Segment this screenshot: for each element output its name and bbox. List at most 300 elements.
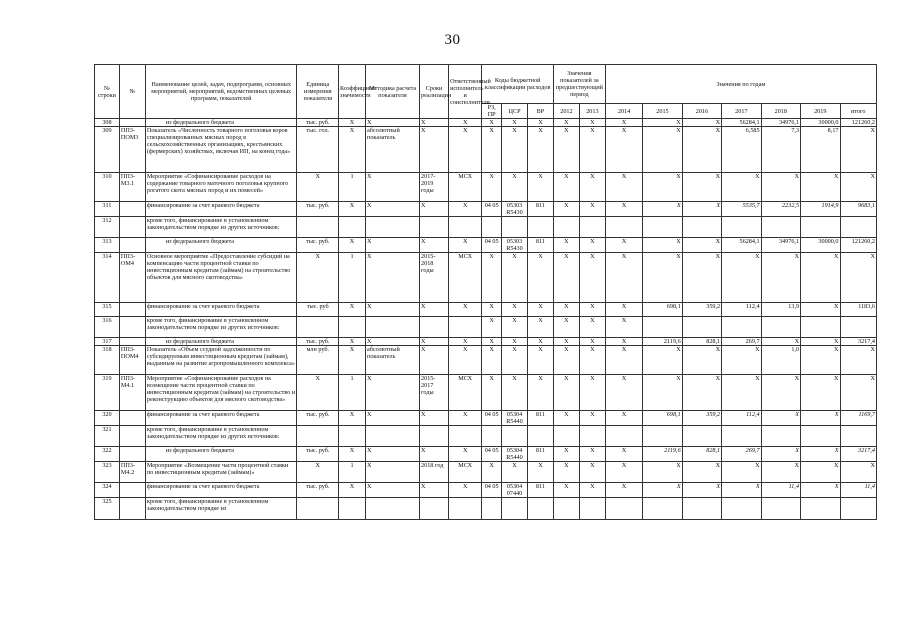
row-2019: 30000,0 xyxy=(801,238,840,253)
row-vr: Х xyxy=(527,173,553,202)
row-csr: 05304 R5440 xyxy=(502,447,528,462)
row-coef: 1 xyxy=(339,173,366,202)
row-number: 316 xyxy=(95,317,120,338)
row-rz xyxy=(482,426,502,447)
row-total: 121260,2 xyxy=(840,119,877,127)
row-coef: Х xyxy=(339,346,366,375)
row-unit: тыс. руб. xyxy=(297,202,339,217)
row-number: 308 xyxy=(95,119,120,127)
row-csr: 05304 R5440 xyxy=(502,411,528,426)
table-row xyxy=(95,462,877,483)
row-responsible: Х xyxy=(449,483,482,498)
row-unit xyxy=(297,217,339,238)
row-vr xyxy=(527,426,553,447)
row-2016: Х xyxy=(682,238,721,253)
row-unit: тыс. руб. xyxy=(297,483,339,498)
header-2019: 2019 xyxy=(801,104,840,119)
row-csr: Х xyxy=(502,253,528,303)
row-terms xyxy=(420,426,449,447)
row-terms: Х xyxy=(420,483,449,498)
row-vr: 811 xyxy=(527,411,553,426)
row-rz: Х xyxy=(482,338,502,346)
header-budget-codes: Коды бюджетной классификации расходов xyxy=(482,65,554,104)
row-method: абсолютный показатель xyxy=(366,127,420,173)
row-csr: Х xyxy=(502,375,528,411)
row-method: Х xyxy=(366,238,420,253)
row-code: ПП3-М4.1 xyxy=(119,375,145,411)
row-2014: Х xyxy=(605,119,642,127)
row-2015: Х xyxy=(643,483,682,498)
row-vr: Х xyxy=(527,462,553,483)
page-number: 30 xyxy=(444,32,461,48)
row-terms: Х xyxy=(420,411,449,426)
row-rz: Х xyxy=(482,253,502,303)
row-number: 317 xyxy=(95,338,120,346)
row-vr xyxy=(527,498,553,520)
row-responsible: Х xyxy=(449,346,482,375)
row-total: Х xyxy=(840,253,877,303)
header-method: Методика расчета показателя xyxy=(366,65,420,119)
row-rz: Х xyxy=(482,127,502,173)
row-total xyxy=(840,217,877,238)
row-2019: Х xyxy=(801,483,840,498)
row-terms: Х xyxy=(420,303,449,317)
program-table xyxy=(94,64,877,520)
row-name: из федерального бюджета xyxy=(145,447,297,462)
row-2019 xyxy=(801,217,840,238)
row-coef: Х xyxy=(339,238,366,253)
row-terms: Х xyxy=(420,202,449,217)
row-rz: 04 05 xyxy=(482,238,502,253)
row-name: из федерального бюджета xyxy=(145,119,297,127)
table-row xyxy=(95,426,877,447)
row-method xyxy=(366,498,420,520)
row-csr: Х xyxy=(502,317,528,338)
row-2016: Х xyxy=(682,346,721,375)
row-vr: Х xyxy=(527,317,553,338)
row-2017: 269,7 xyxy=(722,447,761,462)
row-2019 xyxy=(801,426,840,447)
row-vr: 811 xyxy=(527,202,553,217)
row-2015: Х xyxy=(643,202,682,217)
row-coef xyxy=(339,217,366,238)
row-responsible: Х xyxy=(449,119,482,127)
table-row xyxy=(95,346,877,375)
row-2016 xyxy=(682,426,721,447)
table-row xyxy=(95,447,877,462)
row-2012: Х xyxy=(553,462,579,483)
row-unit: Х xyxy=(297,462,339,483)
row-2012 xyxy=(553,217,579,238)
row-2013 xyxy=(579,498,605,520)
row-2013: Х xyxy=(579,462,605,483)
row-coef: 1 xyxy=(339,375,366,411)
row-2015 xyxy=(643,217,682,238)
row-vr: Х xyxy=(527,119,553,127)
row-2017: 6,585 xyxy=(722,127,761,173)
header-2018: 2018 xyxy=(761,104,800,119)
row-responsible: Х xyxy=(449,303,482,317)
row-2014 xyxy=(605,498,642,520)
row-2017: Х xyxy=(722,173,761,202)
header-total: итого xyxy=(840,104,877,119)
row-unit xyxy=(297,317,339,338)
row-2017 xyxy=(722,498,761,520)
row-csr: Х xyxy=(502,462,528,483)
row-responsible: Х xyxy=(449,202,482,217)
row-unit: тыс. руб. xyxy=(297,238,339,253)
table-row xyxy=(95,338,877,346)
table-row xyxy=(95,173,877,202)
row-name: из федерального бюджета xyxy=(145,338,297,346)
row-2013: Х xyxy=(579,127,605,173)
row-unit xyxy=(297,498,339,520)
row-code xyxy=(119,238,145,253)
row-2015 xyxy=(643,317,682,338)
row-name: Мероприятие «Софинансирование расходов на содержание товарного маточного поголовья крупного рогатого скота мясных пород и их помесей» xyxy=(145,173,297,202)
row-vr: 811 xyxy=(527,238,553,253)
row-vr: Х xyxy=(527,346,553,375)
header-years-values: Значения по годам xyxy=(605,65,876,104)
row-2016 xyxy=(682,317,721,338)
row-csr: Х xyxy=(502,127,528,173)
row-2012: Х xyxy=(553,375,579,411)
row-total: Х xyxy=(840,173,877,202)
row-2017: Х xyxy=(722,346,761,375)
row-coef: 1 xyxy=(339,253,366,303)
row-2018 xyxy=(761,426,800,447)
row-2013: Х xyxy=(579,447,605,462)
row-2018: 13,9 xyxy=(761,303,800,317)
row-2013: Х xyxy=(579,238,605,253)
row-csr xyxy=(502,498,528,520)
row-code: ПП3-М3.1 xyxy=(119,173,145,202)
row-coef xyxy=(339,426,366,447)
row-rz: 04 05 xyxy=(482,411,502,426)
header-name: Наименование целей, задач, подпрограмм, основных мероприятий, мероприятий, ведомственных целевых программ, показателей xyxy=(145,65,297,119)
row-responsible: МСХ xyxy=(449,253,482,303)
row-coef: 1 xyxy=(339,462,366,483)
row-method: Х xyxy=(366,253,420,303)
row-2018: 7,3 xyxy=(761,127,800,173)
row-terms: Х xyxy=(420,127,449,173)
header-csr: ЦСР xyxy=(502,104,528,119)
row-unit: тыс. руб. xyxy=(297,119,339,127)
row-2014: Х xyxy=(605,411,642,426)
row-rz xyxy=(482,217,502,238)
row-coef xyxy=(339,317,366,338)
row-coef xyxy=(339,498,366,520)
row-number: 321 xyxy=(95,426,120,447)
row-number: 320 xyxy=(95,411,120,426)
row-method: Х xyxy=(366,119,420,127)
row-method xyxy=(366,317,420,338)
row-number: 312 xyxy=(95,217,120,238)
row-name: Основное мероприятие «Предоставление субсидий на компенсацию части процентной ставки по инвестиционным кредитам (займам) на строительство объектов для мясного скотоводства» xyxy=(145,253,297,303)
row-terms xyxy=(420,317,449,338)
row-rz: 04 05 xyxy=(482,483,502,498)
row-2012: Х xyxy=(553,411,579,426)
row-2014 xyxy=(605,426,642,447)
row-coef: Х xyxy=(339,127,366,173)
row-code xyxy=(119,483,145,498)
row-unit: тыс. руб. xyxy=(297,338,339,346)
row-2012: Х xyxy=(553,338,579,346)
row-2012: Х xyxy=(553,346,579,375)
row-responsible: Х xyxy=(449,238,482,253)
row-2019: Х xyxy=(801,173,840,202)
row-2016: 828,1 xyxy=(682,447,721,462)
row-number: 315 xyxy=(95,303,120,317)
row-2013: Х xyxy=(579,375,605,411)
row-2015: Х xyxy=(643,119,682,127)
row-2013: Х xyxy=(579,303,605,317)
header-unit: Единица измерения показателя xyxy=(297,65,339,119)
row-rz: Х xyxy=(482,303,502,317)
row-2018: Х xyxy=(761,338,800,346)
row-code xyxy=(119,447,145,462)
row-2017: Х xyxy=(722,483,761,498)
row-2012: Х xyxy=(553,173,579,202)
row-csr: Х xyxy=(502,173,528,202)
header-terms: Сроки реализации xyxy=(420,65,449,119)
row-vr: Х xyxy=(527,303,553,317)
row-vr: 811 xyxy=(527,483,553,498)
header-2012: 2012 xyxy=(553,104,579,119)
row-2012: Х xyxy=(553,303,579,317)
row-rz: Х xyxy=(482,346,502,375)
row-code xyxy=(119,317,145,338)
row-2015: Х xyxy=(643,253,682,303)
row-2014: Х xyxy=(605,346,642,375)
row-coef: Х xyxy=(339,303,366,317)
row-2019: Х xyxy=(801,303,840,317)
row-coef: Х xyxy=(339,338,366,346)
row-unit: тыс. руб xyxy=(297,303,339,317)
row-responsible: Х xyxy=(449,447,482,462)
row-unit: Х xyxy=(297,375,339,411)
row-csr: Х xyxy=(502,346,528,375)
row-unit: млн руб. xyxy=(297,346,339,375)
row-code xyxy=(119,217,145,238)
row-2012: Х xyxy=(553,202,579,217)
header-responsible: Ответственный исполнитель и соисполнители xyxy=(449,65,482,119)
row-rz: Х xyxy=(482,173,502,202)
row-2019 xyxy=(801,498,840,520)
row-code: ПП3-ПОМ4 xyxy=(119,346,145,375)
row-name: финансирование за счет краевого бюджета xyxy=(145,202,297,217)
row-2016: Х xyxy=(682,119,721,127)
table-row xyxy=(95,483,877,498)
row-method: Х xyxy=(366,462,420,483)
row-terms: 2018 год xyxy=(420,462,449,483)
row-total xyxy=(840,317,877,338)
row-2018: Х xyxy=(761,462,800,483)
row-responsible: Х xyxy=(449,338,482,346)
row-name: кроме того, финансирование в установленном законодательством порядке из xyxy=(145,498,297,520)
row-method xyxy=(366,217,420,238)
row-number: 324 xyxy=(95,483,120,498)
row-2018: Х xyxy=(761,173,800,202)
header-2014: 2014 xyxy=(605,104,642,119)
row-name: из федерального бюджета xyxy=(145,238,297,253)
row-2013: Х xyxy=(579,253,605,303)
row-2018: Х xyxy=(761,447,800,462)
row-2018 xyxy=(761,498,800,520)
row-total: 1183,6 xyxy=(840,303,877,317)
row-number: 319 xyxy=(95,375,120,411)
row-2018: 1,0 xyxy=(761,346,800,375)
row-responsible xyxy=(449,217,482,238)
row-2013: Х xyxy=(579,317,605,338)
row-2012 xyxy=(553,426,579,447)
row-code xyxy=(119,119,145,127)
row-name: Мероприятие «Софинансирование расходов на возмещение части процентной ставки по инвестиционным кредитам (займам) на строительство и реконструкцию объектов для мясного скотоводства» xyxy=(145,375,297,411)
row-name: Мероприятие «Возмещение части процентной ставки по инвестиционным кредитам (займам)» xyxy=(145,462,297,483)
row-terms: 2017-2019 годы xyxy=(420,173,449,202)
row-2013 xyxy=(579,217,605,238)
row-2012 xyxy=(553,498,579,520)
row-responsible: МСХ xyxy=(449,173,482,202)
row-2014 xyxy=(605,217,642,238)
row-rz: Х xyxy=(482,317,502,338)
table-row xyxy=(95,303,877,317)
row-2017: 112,4 xyxy=(722,303,761,317)
row-terms: Х xyxy=(420,238,449,253)
row-2014: Х xyxy=(605,483,642,498)
row-2017: 56284,1 xyxy=(722,238,761,253)
row-code xyxy=(119,411,145,426)
row-2017 xyxy=(722,317,761,338)
row-responsible: МСХ xyxy=(449,462,482,483)
row-2019: Х xyxy=(801,338,840,346)
row-2019: Х xyxy=(801,375,840,411)
row-total: 11,4 xyxy=(840,483,877,498)
row-code xyxy=(119,498,145,520)
row-vr: 811 xyxy=(527,447,553,462)
row-number: 314 xyxy=(95,253,120,303)
header-2017: 2017 xyxy=(722,104,761,119)
row-2013: Х xyxy=(579,173,605,202)
row-csr: 05304 07440 xyxy=(502,483,528,498)
table-row xyxy=(95,119,877,127)
table-row xyxy=(95,217,877,238)
row-2015: 698,1 xyxy=(643,303,682,317)
row-name: кроме того, финансирование в установленном законодательством порядке из других источников: xyxy=(145,317,297,338)
row-2013: Х xyxy=(579,346,605,375)
row-code xyxy=(119,303,145,317)
row-code: ПП3-М4.2 xyxy=(119,462,145,483)
table-row xyxy=(95,202,877,217)
row-2012: Х xyxy=(553,238,579,253)
row-2019 xyxy=(801,317,840,338)
row-total: 3217,4 xyxy=(840,447,877,462)
row-2017: 269,7 xyxy=(722,338,761,346)
row-responsible xyxy=(449,317,482,338)
row-csr: Х xyxy=(502,338,528,346)
header-vr: ВР xyxy=(527,104,553,119)
row-vr: Х xyxy=(527,375,553,411)
header-coef: Коэффициент значимости xyxy=(339,65,366,119)
row-2016: Х xyxy=(682,202,721,217)
row-method: Х xyxy=(366,483,420,498)
row-number: 310 xyxy=(95,173,120,202)
row-2016: 359,2 xyxy=(682,411,721,426)
row-name: финансирование за счет краевого бюджета xyxy=(145,483,297,498)
row-2013: Х xyxy=(579,119,605,127)
row-2013: Х xyxy=(579,202,605,217)
row-responsible: Х xyxy=(449,127,482,173)
row-total: 3217,4 xyxy=(840,338,877,346)
row-2016: 828,1 xyxy=(682,338,721,346)
row-2017 xyxy=(722,426,761,447)
row-name: финансирование за счет краевого бюджета xyxy=(145,411,297,426)
row-name: кроме того, финансирование в установленном законодательством порядке из других источников: xyxy=(145,217,297,238)
row-code xyxy=(119,426,145,447)
row-rz: Х xyxy=(482,375,502,411)
row-2015: 698,1 xyxy=(643,411,682,426)
table-row xyxy=(95,317,877,338)
row-2015: Х xyxy=(643,462,682,483)
row-name: финансирование за счет краевого бюджета xyxy=(145,303,297,317)
row-rz: Х xyxy=(482,119,502,127)
row-2016: Х xyxy=(682,173,721,202)
row-name: Показатель «Численность товарного поголовья коров специализированных мясных пород в сельскохозяйственных организациях, крестьянских (фермерских) хозяйствах, включая ИП, на конец года» xyxy=(145,127,297,173)
row-2013 xyxy=(579,426,605,447)
row-2017 xyxy=(722,217,761,238)
row-total xyxy=(840,498,877,520)
row-rz: 04 05 xyxy=(482,202,502,217)
row-method: Х xyxy=(366,375,420,411)
row-name: кроме того, финансирование в установленном законодательством порядке из других источников: xyxy=(145,426,297,447)
row-code: ПП3-ОМ4 xyxy=(119,253,145,303)
row-2017: Х xyxy=(722,462,761,483)
row-unit: Х xyxy=(297,173,339,202)
row-csr xyxy=(502,426,528,447)
header-rz: РЗ, ПР xyxy=(482,104,502,119)
row-csr: Х xyxy=(502,303,528,317)
row-method: Х xyxy=(366,411,420,426)
row-coef: Х xyxy=(339,447,366,462)
table-row xyxy=(95,375,877,411)
table-row xyxy=(95,238,877,253)
row-terms xyxy=(420,498,449,520)
row-2015: Х xyxy=(643,375,682,411)
row-unit: тыс. руб. xyxy=(297,411,339,426)
row-code xyxy=(119,338,145,346)
row-2012: Х xyxy=(553,317,579,338)
header-2013: 2013 xyxy=(579,104,605,119)
row-2016 xyxy=(682,217,721,238)
table-row xyxy=(95,253,877,303)
row-2018: 2232,5 xyxy=(761,202,800,217)
row-terms: Х xyxy=(420,338,449,346)
row-2018 xyxy=(761,317,800,338)
row-terms: Х xyxy=(420,346,449,375)
row-number: 318 xyxy=(95,346,120,375)
row-2013: Х xyxy=(579,483,605,498)
row-csr xyxy=(502,217,528,238)
row-2019: Х xyxy=(801,411,840,426)
row-unit xyxy=(297,426,339,447)
row-2015 xyxy=(643,498,682,520)
row-terms: Х xyxy=(420,119,449,127)
table-row xyxy=(95,127,877,173)
row-number: 322 xyxy=(95,447,120,462)
row-coef: Х xyxy=(339,483,366,498)
row-name: Показатель «Объем ссудной задолженности по субсидируемым инвестиционным кредитам (займам), выданным на развитие агропромышленного комплекса» xyxy=(145,346,297,375)
row-2013: Х xyxy=(579,338,605,346)
